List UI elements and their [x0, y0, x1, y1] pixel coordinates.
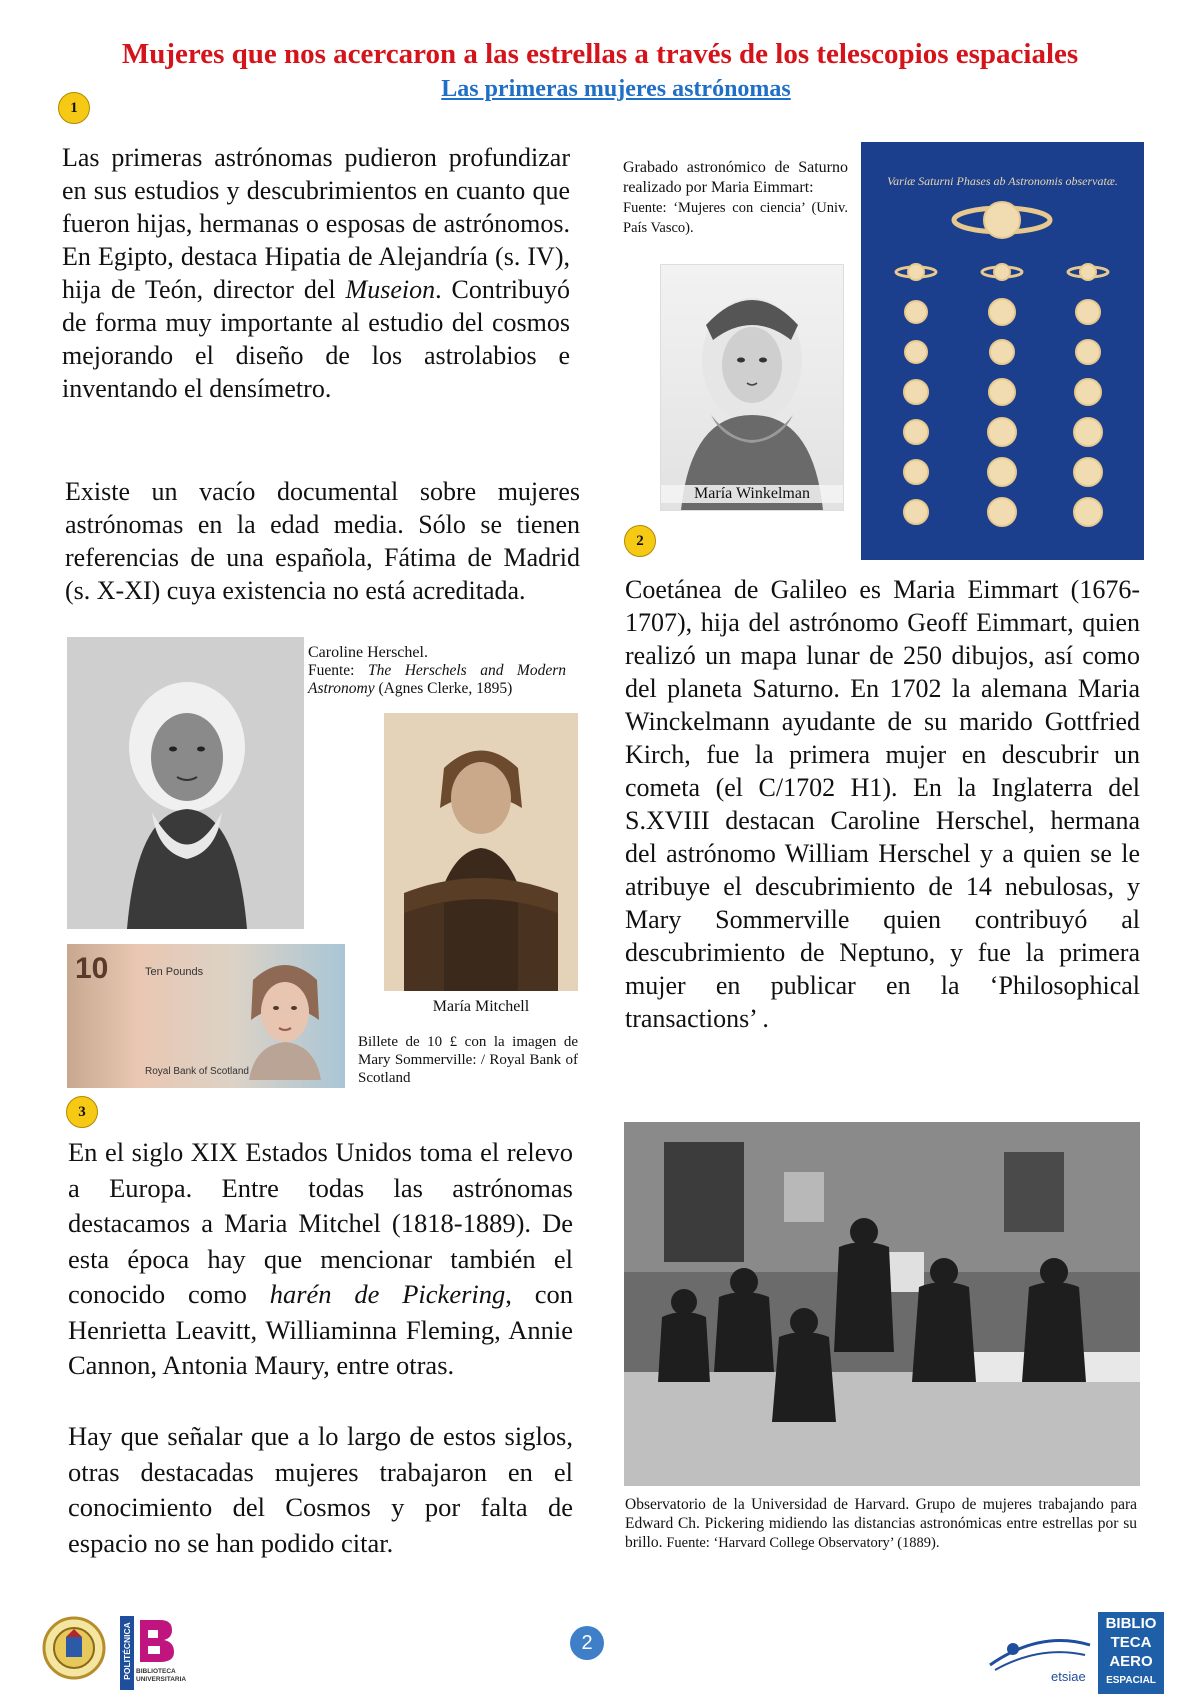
section2-paragraph: Coetánea de Galileo es Maria Eimmart (1676-1707), hija del astrónomo Geoff Eimmart, quien realizó un mapa lunar de 250 dibujos, así como del planeta Saturno. En 1702 la alemana Maria Winckelmann ayudante de su marido Gottfried Kirch, fue la primera mujer en descubrir un cometa (el C/1702 H1). En la Inglaterra del S.XVIII destacan Caroline Herschel, hermana del astrónomo William Herschel y a quien se le atribuye el descubrimiento de 14 nebulosas, y Mary Sommerville quien contribuyó al descubrimiento de Neptuno, y fue la primera mujer en publicar en la ‘Philosophical transactions’ . [625, 575, 1140, 1033]
banknote-denomination: 10 [75, 952, 109, 985]
saturn-phases-drawing [861, 142, 1144, 560]
etsiae-label: etsiae [1051, 1669, 1086, 1684]
biblioteca-aeroespacial-logo [1098, 1612, 1164, 1694]
etsiae-logo [985, 1625, 1095, 1685]
harvard-caption: Observatorio de la Universidad de Harvard. Grupo de mujeres trabajando para Edward Ch. Pickering midiendo las distancias astronómicas entre estrellas por su brillo. Fuente: ‘Harvard College Observatory’ (1889). [625, 1496, 1137, 1551]
biblioteca-b-icon [136, 1616, 176, 1666]
biblio-lines: BIBLIO TECA AERO ESPACIAL [1105, 1615, 1157, 1686]
winkelman-engraving [661, 265, 843, 510]
winkelman-portrait [660, 264, 844, 511]
banknote-bank: Royal Bank of Scotland [145, 1066, 249, 1077]
section3-paragraph-1: En el siglo XIX Estados Unidos toma el relevo a Europa. Entre todas las astrónomas destacamos a Maria Mitchel (1818-1889). De esta época hay que mencionar también el conocido como harén de Pickering, con Henrietta Leavitt, Williaminna Fleming, Annie Cannon, Antonia Maury, entre otras. [68, 1137, 573, 1380]
seal-icon [42, 1611, 106, 1685]
politecnica-bar [120, 1616, 134, 1690]
section3-paragraph-2: Hay que señalar que a lo largo de estos siglos, otras destacadas mujeres trabajaron en el conocimiento del Cosmos y por falta de espacio no se han podido citar. [68, 1421, 573, 1558]
section-badge-1: 1 [58, 92, 90, 124]
sommerville-face [235, 950, 335, 1080]
herschel-caption: Caroline Herschel. Fuente: The Herschels and Modern Astronomy (Agnes Clerke, 1895) [308, 644, 566, 697]
section-badge-3: 3 [66, 1096, 98, 1128]
banknote-image [67, 944, 345, 1088]
section1-paragraph-2: Existe un vacío documental sobre mujeres astrónomas en la edad media. Sólo se tienen referencias de una española, Fátima de Madrid (s. X-XI) cuya existencia no está acreditada. [65, 477, 580, 605]
university-seal [42, 1611, 106, 1685]
page-number: 2 [570, 1626, 604, 1660]
etsiae-orbit-icon [985, 1625, 1095, 1675]
winkelman-caption: María Winkelman [661, 485, 843, 503]
eimmart-caption: Grabado astronómico de Saturno realizado por Maria Eimmart: Fuente: ‘Mujeres con ciencia’ (Univ. País Vasco). [623, 159, 848, 236]
banknote-caption: Billete de 10 £ con la imagen de Mary Sommerville: / Royal Bank of Scotland [358, 1034, 578, 1086]
mitchell-caption: María Mitchell [432, 998, 530, 1015]
biblioteca-label: BIBLIOTECA UNIVERSITARIA [136, 1668, 187, 1683]
herschel-engraving [67, 637, 304, 929]
section-badge-2: 2 [624, 525, 656, 557]
saturn-plate [861, 142, 1144, 560]
mitchell-portrait [384, 713, 578, 991]
harvard-photo [624, 1122, 1140, 1486]
harvard-observatory-photograph [624, 1122, 1140, 1486]
mitchell-photograph [384, 713, 578, 991]
biblioteca-universitaria-logo [136, 1616, 187, 1690]
page-title: Mujeres que nos acercaron a las estrellas a través de los telescopios espaciales [121, 38, 1079, 70]
banknote-label: Ten Pounds [145, 966, 204, 978]
page-subtitle: Las primeras mujeres astrónomas [441, 76, 791, 102]
section1-paragraph-1: Las primeras astrónomas pudieron profundizar en sus estudios y descubrimientos en cuanto que fueron hijas, hermanas o esposas de astrónomos. En Egipto, destaca Hipatia de Alejandría (s. IV), hija de Teón, director del Museion. Contribuyó de forma muy importante al estudio del cosmos mejorando el diseño de los astrolabios e inventando el densímetro. [62, 143, 570, 403]
politecnica-label: POLITÉCNICA [122, 1622, 132, 1680]
herschel-portrait [67, 637, 304, 929]
saturn-plate-title: Variæ Saturni Phases ab Astronomis observatæ. [887, 174, 1118, 188]
